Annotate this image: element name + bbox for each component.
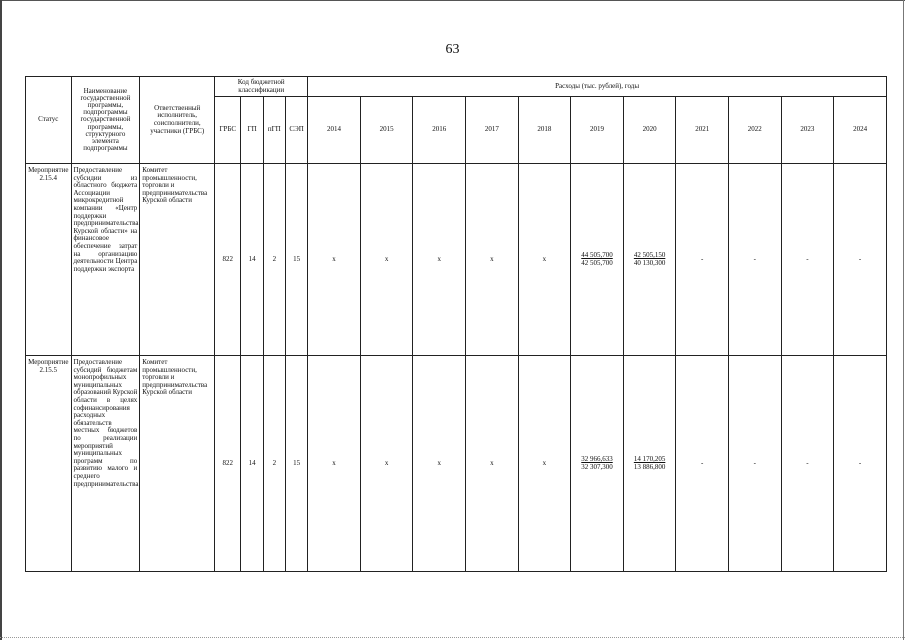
row-sep: 15 [285, 164, 307, 356]
row-2016: х [413, 164, 466, 356]
header-name: Наименование государственной программы, подпрограммы государственной программы, структурного элемента подпрограммы [71, 77, 140, 164]
header-row-1 [26, 77, 887, 97]
expenses-table [25, 76, 887, 572]
row-pgp: 2 [263, 164, 285, 356]
amount-regional: 40 130,300 [633, 258, 666, 267]
row-2023: - [781, 356, 834, 572]
row-status: Мероприятие 2.15.4 [26, 164, 72, 356]
row-grbs: 822 [215, 356, 241, 572]
row-2022: - [728, 164, 781, 356]
amount-total: 44 505,700 [581, 250, 613, 259]
row-2024: - [834, 164, 887, 356]
row-2023: - [781, 164, 834, 356]
row-2019 [571, 164, 624, 356]
row-2017: х [466, 356, 519, 572]
row-2020 [623, 356, 676, 572]
row-2017: х [466, 164, 519, 356]
amount-regional: 32 307,300 [581, 462, 613, 471]
header-year: 2015 [360, 97, 413, 164]
amount-total: 32 966,633 [581, 454, 613, 463]
header-year: 2014 [308, 97, 361, 164]
header-year: 2024 [834, 97, 887, 164]
row-name: Предоставление субсидии из областного бюджета Ассоциации микрокредитной компании «Центр поддержки предпринимательства Курской области» на финансовое обеспечение затрат на организацию деятельности Центра поддержки экспорта [71, 164, 140, 356]
header-gp: ГП [241, 97, 263, 164]
header-year: 2019 [571, 97, 624, 164]
page-edge-right [903, 0, 904, 640]
header-expenses: Расходы (тыс. рублей), годы [308, 77, 887, 97]
page-edge-left [0, 0, 2, 640]
header-sep: СЭП [285, 97, 307, 164]
amount-total: 14 170,205 [633, 454, 666, 463]
header-year: 2022 [728, 97, 781, 164]
header-year: 2017 [466, 97, 519, 164]
row-gp: 14 [241, 164, 263, 356]
row-executor: Комитет промышленности, торговли и предпринимательства Курской области [140, 164, 215, 356]
amount-regional: 42 505,700 [581, 258, 613, 267]
row-name: Предоставление субсидий бюджетам монопрофильных муниципальных образований Курской области в целях софинансирования расходных обязательств местных бюджетов по реализации мероприятий муниципальных программ по развитию малого и среднего предпринимательства [71, 356, 140, 572]
header-budget-code: Код бюджетной классификации [215, 77, 308, 97]
header-executor: Ответственный исполнитель, соисполнители, участники (ГРБС) [140, 77, 215, 164]
row-2018: х [518, 164, 571, 356]
table-row [26, 164, 887, 356]
row-pgp: 2 [263, 356, 285, 572]
row-sep: 15 [285, 356, 307, 572]
page-number: 63 [445, 42, 460, 57]
row-2018: х [518, 356, 571, 572]
row-executor: Комитет промышленности, торговли и предпринимательства Курской области [140, 356, 215, 572]
header-year: 2018 [518, 97, 571, 164]
header-year: 2021 [676, 97, 729, 164]
header-year: 2023 [781, 97, 834, 164]
header-pgp: пГП [263, 97, 285, 164]
row-2015: х [360, 164, 413, 356]
amount-regional: 13 886,800 [633, 462, 666, 471]
row-2024: - [834, 356, 887, 572]
page-edge-top [0, 0, 905, 1]
row-gp: 14 [241, 356, 263, 572]
header-grbs: ГРБС [215, 97, 241, 164]
row-2020 [623, 164, 676, 356]
row-2014: х [308, 164, 361, 356]
row-2014: х [308, 356, 361, 572]
table-row [26, 356, 887, 572]
row-grbs: 822 [215, 164, 241, 356]
amount-total: 42 505,150 [633, 250, 666, 259]
row-2021: - [676, 356, 729, 572]
header-year: 2020 [623, 97, 676, 164]
row-2022: - [728, 356, 781, 572]
row-2019 [571, 356, 624, 572]
header-status: Статус [26, 77, 72, 164]
row-2021: - [676, 164, 729, 356]
row-status: Мероприятие 2.15.5 [26, 356, 72, 572]
page-edge-bottom [0, 637, 905, 638]
row-2015: х [360, 356, 413, 572]
row-2016: х [413, 356, 466, 572]
header-year: 2016 [413, 97, 466, 164]
